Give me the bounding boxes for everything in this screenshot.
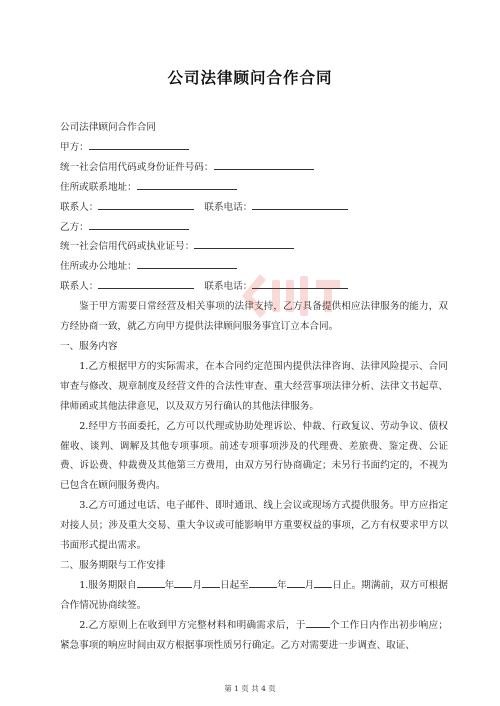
clause-2-2 — [60, 616, 448, 656]
party-a-phone-blank[interactable] — [252, 198, 348, 210]
section-2-heading: 二、服务期限与工作安排 — [60, 559, 166, 571]
party-a-blank[interactable] — [89, 138, 189, 150]
end-month-blank[interactable] — [287, 576, 305, 588]
start-month-blank[interactable] — [174, 576, 192, 588]
party-a-address-blank[interactable] — [137, 178, 237, 190]
party-a-credit-label: 统一社会信用代码或身份证件号码： — [60, 161, 214, 173]
party-a-address-label: 住所或联系地址： — [60, 181, 137, 193]
party-a-credit-row — [60, 158, 448, 178]
start-day-label: 日起至 — [219, 579, 249, 591]
party-a-contact-blank[interactable] — [98, 198, 194, 210]
start-day-blank[interactable] — [202, 576, 220, 588]
clause-1-3: 3.乙方可通过电话、电子邮件、即时通讯、线上会议或现场方式提供服务。甲方应指定对接人员；涉及重大交易、重大争议或可能影响甲方重要权益的事项，乙方有权要求甲方以书面形式提出需求。 — [60, 500, 448, 552]
document-title: 公司法律顾问合作合同 — [167, 68, 333, 87]
party-a-credit-blank[interactable] — [214, 158, 314, 170]
party-a-row — [60, 138, 448, 158]
party-b-credit-label: 统一社会信用代码或执业证号： — [60, 241, 195, 253]
party-a-contact-row — [60, 198, 448, 218]
clause-2-1-prefix: 1.服务期限自 — [79, 579, 137, 591]
document-subtitle: 公司法律顾问合作合同 — [60, 122, 156, 133]
party-b-contact-label: 联系人： — [60, 281, 99, 293]
page-footer: 第 1 页 共 4 页 — [224, 684, 276, 693]
party-b-phone-label: 联系电话： — [204, 281, 253, 293]
start-year-blank[interactable] — [137, 576, 165, 588]
start-month-label: 月 — [192, 579, 202, 591]
start-year-label: 年 — [164, 579, 175, 591]
party-b-blank[interactable] — [89, 218, 189, 230]
party-b-label: 乙方： — [60, 221, 89, 233]
clause-2-2-suffix: 个工作日内作出初步响应；紧急事项的响应时间由双方根据事项性质另行确定。乙方对需要进一步调查、取证、 — [60, 619, 448, 651]
party-a-label: 甲方： — [60, 141, 89, 153]
clause-2-1 — [60, 576, 448, 616]
intro-paragraph: 鉴于甲方需要日常经营及相关事项的法律支持，乙方具备提供相应法律服务的能力，双方经协商一致，就乙方向甲方提供法律顾问服务事宜订立本合同。 — [60, 301, 448, 333]
response-days-blank[interactable] — [306, 616, 330, 628]
party-b-credit-row — [60, 237, 448, 257]
party-b-address-label: 住所或办公地址： — [60, 261, 137, 273]
party-b-row — [60, 218, 448, 238]
section-1-heading: 一、服务内容 — [60, 340, 118, 352]
party-b-address-row — [60, 257, 448, 277]
end-year-blank[interactable] — [249, 576, 277, 588]
party-a-phone-label: 联系电话： — [204, 201, 253, 213]
end-day-label: 日止。期满前，双方可根据合作情况协商续签。 — [60, 579, 448, 611]
party-b-contact-blank[interactable] — [98, 277, 194, 289]
end-day-blank[interactable] — [314, 576, 332, 588]
party-b-credit-blank[interactable] — [194, 237, 294, 249]
party-b-phone-blank[interactable] — [252, 277, 348, 289]
party-b-contact-row — [60, 277, 448, 297]
document-body — [60, 118, 448, 655]
party-b-address-blank[interactable] — [137, 257, 237, 269]
end-month-label: 月 — [304, 579, 315, 591]
party-a-address-row — [60, 178, 448, 198]
clause-1-1: 1.乙方根据甲方的实际需求，在本合同约定范围内提供法律咨询、法律风险提示、合同审查与修改、规章制度及经营文件的合法性审查、重大经营事项法律分析、法律文书起草、律师函或其他法律意见，以及双方另行确认的其他法律服务。 — [60, 360, 448, 412]
clause-2-2-prefix: 2.乙方原则上在收到甲方完整材料和明确需求后，于 — [79, 619, 306, 631]
clause-1-2: 2.经甲方书面委托，乙方可以代理或协助处理诉讼、仲裁、行政复议、劳动争议、债权催收、谈判、调解及其他专项事项。前述专项事项涉及的代理费、差旅费、鉴定费、公证费、诉讼费、仲裁费及其他第三方费用，由双方另行协商确定；未另行书面约定的，不视为已包含在顾问服务费内。 — [60, 420, 448, 492]
end-year-label: 年 — [276, 579, 287, 591]
party-a-contact-label: 联系人： — [60, 201, 99, 213]
